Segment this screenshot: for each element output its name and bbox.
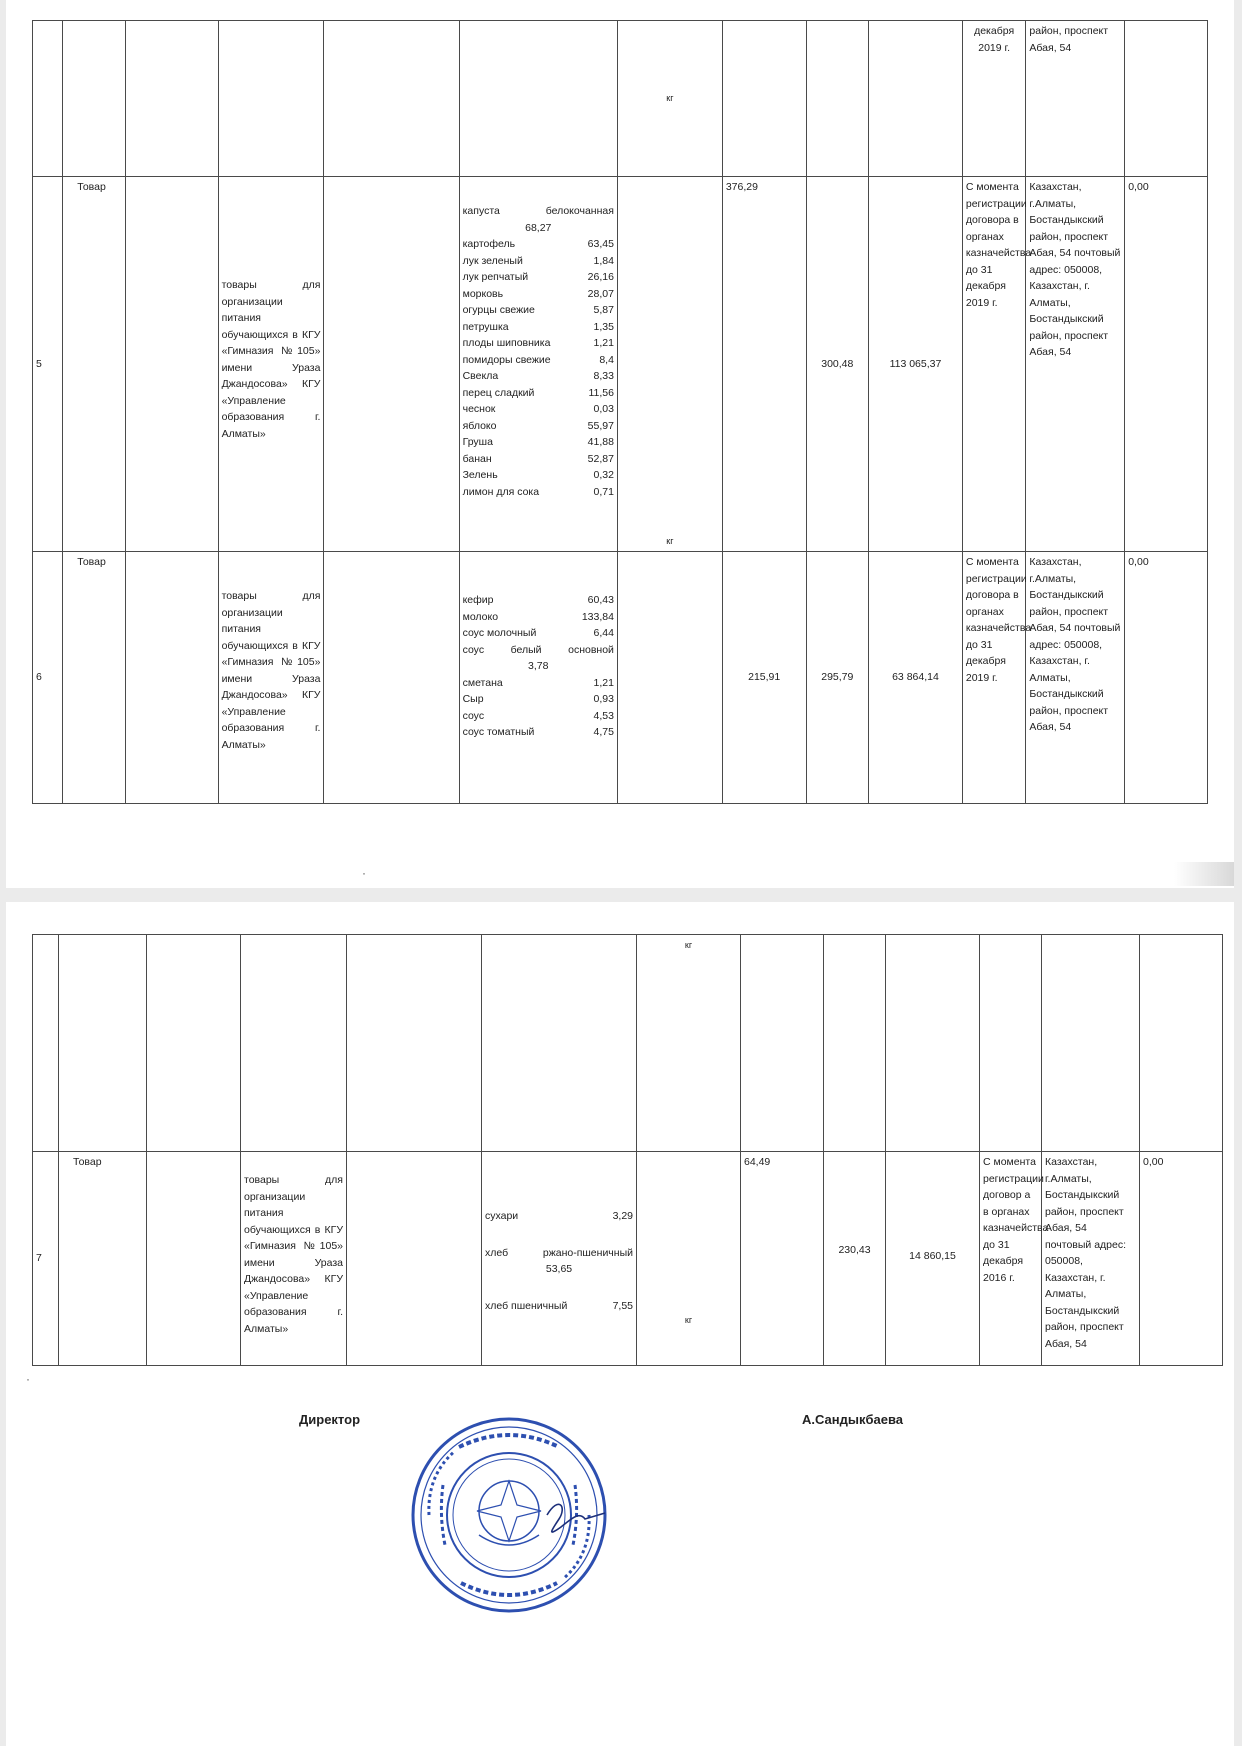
unit-label: кг <box>666 535 674 546</box>
item-name: лук зеленый <box>462 254 523 267</box>
quantity-cell: 64,49 <box>741 1152 824 1366</box>
term-cell: С момента регистрации договора в органах казначейства до 31 декабря 2019 г. <box>962 552 1026 804</box>
list-item <box>463 335 614 352</box>
list-item <box>463 269 614 286</box>
advance-cell: 0,00 <box>1140 1152 1223 1366</box>
table-row <box>33 935 1223 1152</box>
item-name: лимон для сока <box>462 485 540 498</box>
item-quantity: 53,65 <box>545 1263 573 1275</box>
list-item <box>463 286 614 303</box>
list-item <box>463 642 614 675</box>
list-item <box>463 319 614 336</box>
item-name: соус томатный <box>462 726 535 738</box>
list-item <box>463 302 614 319</box>
document-page-1 <box>6 0 1234 888</box>
list-item <box>463 609 614 626</box>
item-quantity: 68,27 <box>525 221 552 234</box>
item-name: сухари <box>485 1210 519 1222</box>
item-quantity: 1,35 <box>593 320 614 333</box>
item-name: соус молочный <box>462 627 537 639</box>
item-name: Сыр <box>462 693 484 705</box>
item-quantity: 4,75 <box>593 726 614 738</box>
scan-speck: · <box>26 1372 30 1386</box>
list-item <box>463 203 614 236</box>
list-item <box>463 236 614 253</box>
unit-label: кг <box>666 93 674 104</box>
procurement-table-page-2 <box>32 934 1223 1366</box>
address-cell: район, проспект Абая, 54 <box>1026 21 1125 177</box>
item-description: товары для организации питания обучающихся в КГУ «Гимназия №105» имени Ураза Джандосова» КГУ «Управление образования г. Алматы» <box>241 1152 347 1366</box>
item-description: товары для организации питания обучающихся в КГУ «Гимназия №105» имени Ураза Джандосова» КГУ «Управление образования г. Алматы» <box>218 177 324 552</box>
signatory-name: А.Сандыкбаева <box>802 1412 904 1427</box>
item-description: товары для организации питания обучающихся в КГУ «Гимназия №105» имени Ураза Джандосова» КГУ «Управление образования г. Алматы» <box>218 552 324 804</box>
item-quantity: 11,56 <box>588 386 614 399</box>
item-name: петрушка <box>462 320 509 333</box>
item-quantity: 4,53 <box>593 709 614 722</box>
item-name: чеснок <box>462 403 496 415</box>
term-cell: декабря 2019 г. <box>962 21 1026 177</box>
quantity-cell: 376,29 <box>722 177 806 552</box>
row-number: 7 <box>33 1152 59 1366</box>
list-item <box>485 1298 633 1315</box>
price-cell: 300,48 <box>806 177 869 552</box>
item-quantity: 0,32 <box>593 469 614 481</box>
address-cell: Казахстан, г.Алматы, Бостандыкский район, проспект Абая, 54 почтовый адрес: 050008, Казахстан, г. Алматы, Бостандыкский район, проспект Абая, 54 <box>1042 1152 1140 1366</box>
table-row <box>33 177 1208 552</box>
item-name: соус <box>462 709 485 722</box>
address-cell: Казахстан, г.Алматы, Бостандыкский район, проспект Абая, 54 почтовый адрес: 050008, Казахстан, г. Алматы, Бостандыкский район, проспект Абая, 54 <box>1026 177 1125 552</box>
item-quantity: 41,88 <box>587 436 614 448</box>
item-name: огурцы свежие <box>462 304 535 316</box>
item-quantity: 1,21 <box>593 337 614 349</box>
item-quantity: 133,84 <box>581 610 614 623</box>
item-name: капуста белокочанная <box>462 205 614 217</box>
term-cell: С момента регистрации договор а в органах казначейства до 31 декабря 2016 г. <box>980 1152 1042 1366</box>
item-quantity: 6,44 <box>593 627 614 639</box>
scan-speck: · <box>362 866 366 880</box>
official-stamp <box>409 1415 609 1615</box>
table-row <box>33 21 1208 177</box>
list-item <box>463 451 614 468</box>
term-cell: С момента регистрации договора в органах казначейства до 31 декабря 2019 г. <box>962 177 1026 552</box>
list-item <box>463 401 614 418</box>
item-type: Товар <box>63 552 126 804</box>
item-quantity: 8,33 <box>593 370 614 382</box>
document-page-2 <box>6 902 1234 1746</box>
signatory-role: Директор <box>299 1412 361 1427</box>
item-quantity: 5,87 <box>593 304 614 316</box>
list-item <box>463 467 614 484</box>
list-item <box>463 724 614 741</box>
list-item <box>463 675 614 692</box>
item-name: банан <box>462 452 492 465</box>
item-name: кефир <box>462 594 494 606</box>
price-cell: 230,43 <box>824 1152 886 1366</box>
item-quantity: 28,07 <box>587 287 614 300</box>
list-item <box>463 625 614 642</box>
item-name: Зелень <box>462 469 498 481</box>
item-quantity: 63,45 <box>587 238 614 250</box>
item-name: лук репчатый <box>462 271 529 283</box>
item-name: Свекла <box>462 370 499 382</box>
sum-cell: 113 065,37 <box>869 177 963 552</box>
list-item <box>485 1245 633 1278</box>
unit-label: кг <box>684 1315 693 1325</box>
item-name: хлеб ржано-пшеничный <box>485 1246 633 1259</box>
item-name: перец сладкий <box>462 386 535 399</box>
item-quantity: 0,93 <box>593 693 614 705</box>
advance-cell: 0,00 <box>1125 177 1208 552</box>
stamp-seal-icon <box>413 1419 605 1611</box>
address-cell: Казахстан, г.Алматы, Бостандыкский район, проспект Абая, 54 почтовый адрес: 050008, Казахстан, г. Алматы, Бостандыкский район, проспект Абая, 54 <box>1026 552 1125 804</box>
item-quantity: 8,4 <box>599 353 614 366</box>
item-name: плоды шиповника <box>462 337 551 349</box>
item-name: картофель <box>462 238 516 250</box>
item-quantity: 52,87 <box>587 452 614 465</box>
list-item <box>463 434 614 451</box>
item-name: хлеб пшеничный <box>485 1299 568 1312</box>
item-quantity: 0,71 <box>593 485 614 498</box>
item-type: Товар <box>63 177 126 552</box>
item-quantity: 1,84 <box>593 254 614 267</box>
table-row <box>33 552 1208 804</box>
item-quantity: 0,03 <box>593 403 614 415</box>
item-name: молоко <box>462 610 499 623</box>
item-type: Товар <box>59 1152 147 1366</box>
row-number: 5 <box>33 177 63 552</box>
list-item <box>463 352 614 369</box>
procurement-table-page-1 <box>32 20 1208 804</box>
quantity-cell: 215,91 <box>722 552 806 804</box>
list-item <box>463 708 614 725</box>
item-quantity: 55,97 <box>587 419 614 432</box>
row-number: 6 <box>33 552 63 804</box>
item-name: сметана <box>462 676 503 689</box>
sum-cell: 14 860,15 <box>886 1152 980 1366</box>
item-name: помидоры свежие <box>462 353 551 366</box>
sum-cell: 63 864,14 <box>869 552 963 804</box>
list-item <box>463 592 614 609</box>
items-list <box>459 552 617 804</box>
items-list <box>482 1152 637 1366</box>
list-item <box>463 385 614 402</box>
item-quantity: 60,43 <box>587 594 614 606</box>
item-quantity: 3,78 <box>528 660 549 672</box>
item-quantity: 7,55 <box>612 1299 633 1312</box>
items-list <box>459 177 617 552</box>
table-row <box>33 1152 1223 1366</box>
list-item <box>463 368 614 385</box>
item-name: соус белый основной <box>462 643 614 656</box>
list-item <box>463 691 614 708</box>
item-name: яблоко <box>462 419 497 432</box>
item-quantity: 26,16 <box>587 271 614 283</box>
item-name: морковь <box>462 287 504 300</box>
list-item <box>485 1208 633 1225</box>
list-item <box>463 253 614 270</box>
list-item <box>463 484 614 501</box>
item-quantity: 3,29 <box>612 1210 633 1222</box>
item-name: Груша <box>462 436 493 448</box>
item-quantity: 1,21 <box>593 676 614 689</box>
page-edge-shadow <box>1174 862 1234 886</box>
price-cell: 295,79 <box>806 552 869 804</box>
unit-label: кг <box>684 940 693 950</box>
advance-cell: 0,00 <box>1125 552 1208 804</box>
list-item <box>463 418 614 435</box>
